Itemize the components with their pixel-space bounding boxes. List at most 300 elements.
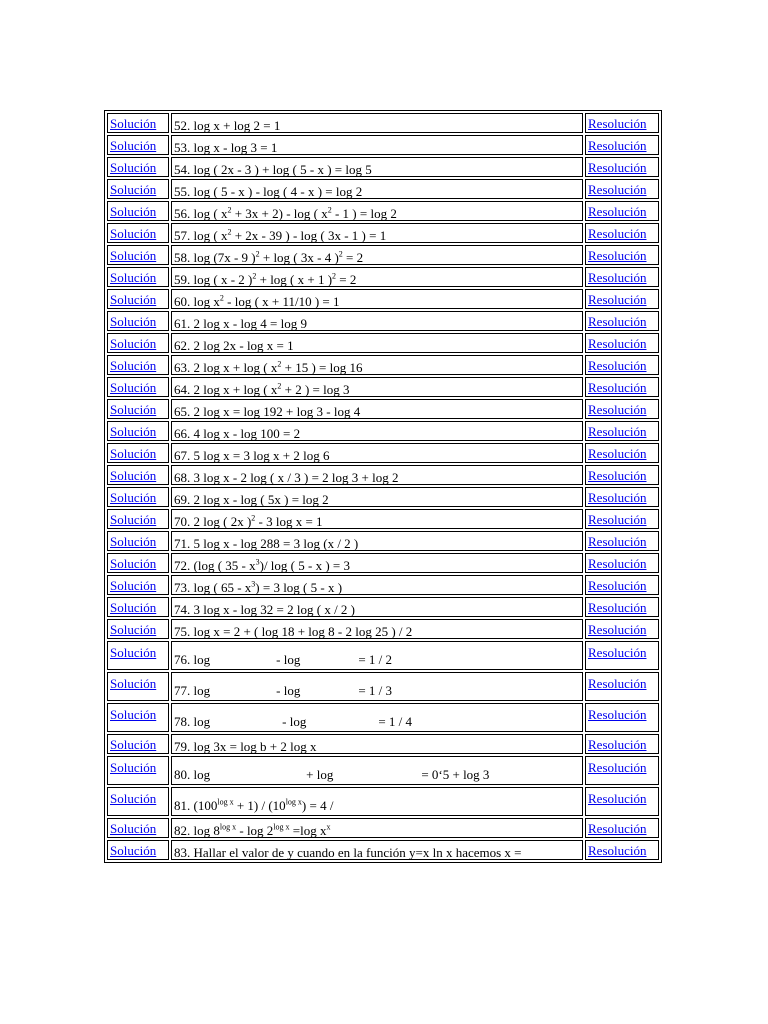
equation-text: + 2x - 39 ) - log ( 3x - 1 ) = 1: [231, 227, 387, 243]
solution-cell: [107, 818, 169, 838]
equation-text: ) = 4 /: [301, 798, 334, 813]
exercise-equation: [174, 316, 307, 331]
exercise-row: [107, 223, 659, 243]
exercise-row: [107, 641, 659, 670]
exercise-row: [107, 135, 659, 155]
resolution-link[interactable]: Resolución: [588, 621, 647, 637]
solution-cell: [107, 179, 169, 199]
exercise-row: [107, 509, 659, 529]
equation-text: - 3 log x = 1: [255, 513, 323, 529]
solution-link[interactable]: Solución: [110, 676, 157, 691]
superscript: log x: [217, 797, 234, 807]
exercise-row: [107, 840, 659, 860]
equation-text: 67. 5 log x = 3 log x + 2 log 6: [174, 447, 330, 463]
solution-link[interactable]: Solución: [110, 489, 157, 505]
resolution-link[interactable]: Resolución: [588, 159, 647, 175]
superscript: 2: [227, 205, 232, 215]
equation-text: 74. 3 log x - log 32 = 2 log ( x / 2 ): [174, 601, 356, 617]
superscript: 2: [338, 249, 343, 259]
solution-link[interactable]: Solución: [110, 423, 157, 439]
resolution-link[interactable]: Resolución: [588, 313, 647, 329]
resolution-link[interactable]: Resolución: [588, 577, 647, 593]
resolution-link[interactable]: Resolución: [588, 445, 647, 461]
resolution-link[interactable]: Resolución: [588, 357, 647, 373]
exercise-row: [107, 245, 659, 265]
equation-text: 78. log: [174, 714, 211, 729]
resolution-link[interactable]: Resolución: [588, 489, 647, 505]
exercise-row: [107, 597, 659, 617]
exercise-row: [107, 465, 659, 485]
resolution-link[interactable]: Resolución: [588, 676, 647, 691]
equation-text: = 1 / 2: [358, 652, 393, 667]
solution-cell: [107, 289, 169, 309]
solution-link[interactable]: Solución: [110, 137, 157, 153]
equation-text: + 15 ) = log 16: [281, 359, 363, 375]
exercise-equation-cell: [171, 289, 583, 309]
resolution-cell: [585, 157, 659, 177]
solution-link[interactable]: Solución: [110, 115, 157, 131]
exercise-equation: [174, 602, 355, 617]
exercise-table-body: [107, 113, 659, 860]
exercise-row: [107, 487, 659, 507]
exercise-equation: [174, 624, 412, 639]
solution-cell: [107, 421, 169, 441]
equation-text: 63. 2 log x + log ( x: [174, 359, 278, 375]
exercise-equation: [174, 228, 386, 243]
exercise-equation: [174, 272, 356, 287]
resolution-link[interactable]: Resolución: [588, 181, 647, 197]
resolution-cell: [585, 377, 659, 397]
exercise-equation-cell: [171, 487, 583, 507]
exercise-equation-cell: [171, 421, 583, 441]
exercise-equation: [174, 162, 372, 177]
resolution-cell: [585, 509, 659, 529]
resolution-cell: [585, 245, 659, 265]
superscript: 2: [219, 293, 224, 303]
exercise-equation-cell: [171, 553, 583, 573]
equation-text: 65. 2 log x = log 192 + log 3 - log 4: [174, 403, 361, 419]
exercise-equation-cell: [171, 787, 583, 816]
equation-text: + 2 ) = log 3: [281, 381, 350, 397]
exercise-equation: [174, 250, 363, 265]
superscript: 3: [255, 557, 260, 567]
exercise-equation: [174, 580, 342, 595]
exercise-row: [107, 619, 659, 639]
solution-cell: [107, 531, 169, 551]
exercise-equation: [174, 823, 331, 838]
equation-text: 57. log ( x: [174, 227, 228, 243]
solution-cell: [107, 575, 169, 595]
equation-text: 53. log x - log 3 = 1: [174, 139, 278, 155]
solution-link[interactable]: Solución: [110, 645, 157, 660]
equation-text: 73. log ( 65 - x: [174, 579, 252, 595]
solution-link[interactable]: Solución: [110, 511, 157, 527]
resolution-link[interactable]: Resolución: [588, 137, 647, 153]
exercise-row: [107, 201, 659, 221]
resolution-cell: [585, 597, 659, 617]
resolution-link[interactable]: Resolución: [588, 511, 647, 527]
exercise-equation: [174, 767, 489, 782]
solution-cell: [107, 377, 169, 397]
exercise-equation: [174, 294, 340, 309]
exercise-equation-cell: [171, 465, 583, 485]
exercise-equation: [174, 514, 323, 529]
solution-cell: [107, 619, 169, 639]
equation-text: =log x: [289, 822, 327, 838]
resolution-link[interactable]: Resolución: [588, 820, 647, 836]
solution-cell: [107, 840, 169, 860]
resolution-link[interactable]: Resolución: [588, 791, 647, 806]
exercise-equation-cell: [171, 355, 583, 375]
exercise-equation: [174, 448, 330, 463]
superscript: log x: [273, 822, 290, 832]
equation-text: 70. 2 log ( 2x ): [174, 513, 252, 529]
exercise-equation-cell: [171, 223, 583, 243]
resolution-cell: [585, 641, 659, 670]
equation-text: 69. 2 log x - log ( 5x ) = log 2: [174, 491, 329, 507]
resolution-cell: [585, 399, 659, 419]
exercise-equation-cell: [171, 267, 583, 287]
solution-link[interactable]: Solución: [110, 247, 157, 263]
exercise-equation-cell: [171, 135, 583, 155]
exercise-row: [107, 333, 659, 353]
solution-link[interactable]: Solución: [110, 621, 157, 637]
resolution-link[interactable]: Resolución: [588, 247, 647, 263]
resolution-cell: [585, 619, 659, 639]
superscript: 2: [251, 513, 256, 523]
exercise-equation-cell: [171, 377, 583, 397]
solution-cell: [107, 135, 169, 155]
exercise-equation-cell: [171, 641, 583, 670]
superscript: 2: [252, 271, 257, 281]
equation-text: 80. log: [174, 767, 211, 782]
solution-link[interactable]: Solución: [110, 401, 157, 417]
solution-cell: [107, 311, 169, 331]
exercise-equation: [174, 714, 412, 729]
solution-cell: [107, 245, 169, 265]
equation-text: = 2: [342, 249, 364, 265]
exercise-table: [104, 110, 662, 863]
solution-cell: [107, 399, 169, 419]
solution-cell: [107, 553, 169, 573]
solution-link[interactable]: Solución: [110, 291, 157, 307]
exercise-equation-cell: [171, 179, 583, 199]
exercise-equation-cell: [171, 703, 583, 732]
exercise-row: [107, 289, 659, 309]
superscript: 2: [277, 359, 282, 369]
exercise-row: [107, 355, 659, 375]
resolution-link[interactable]: Resolución: [588, 736, 647, 752]
solution-cell: [107, 703, 169, 732]
solution-cell: [107, 641, 169, 670]
resolution-link[interactable]: Resolución: [588, 467, 647, 483]
solution-link[interactable]: Solución: [110, 203, 157, 219]
solution-cell: [107, 787, 169, 816]
exercise-equation-cell: [171, 113, 583, 133]
exercise-row: [107, 787, 659, 816]
equation-text: + log ( x + 1 ): [256, 271, 333, 287]
resolution-link[interactable]: Resolución: [588, 379, 647, 395]
solution-link[interactable]: Solución: [110, 555, 157, 571]
solution-cell: [107, 267, 169, 287]
exercise-equation-cell: [171, 157, 583, 177]
equation-text: 79. log 3x = log b + 2 log x: [174, 738, 317, 754]
resolution-link[interactable]: Resolución: [588, 423, 647, 439]
equation-text: 77. log: [174, 683, 211, 698]
equation-text: 66. 4 log x - log 100 = 2: [174, 425, 301, 441]
resolution-cell: [585, 201, 659, 221]
exercise-equation: [174, 683, 392, 698]
solution-link[interactable]: Solución: [110, 467, 157, 483]
resolution-link[interactable]: Resolución: [588, 225, 647, 241]
resolution-link[interactable]: Resolución: [588, 115, 647, 131]
exercise-equation: [174, 338, 294, 353]
exercise-equation: [174, 118, 280, 133]
exercise-row: [107, 399, 659, 419]
exercise-row: [107, 179, 659, 199]
equation-text: 60. log x: [174, 293, 220, 309]
equation-text: + log: [306, 767, 334, 782]
exercise-equation: [174, 739, 317, 754]
solution-link[interactable]: Solución: [110, 269, 157, 285]
exercise-equation-cell: [171, 531, 583, 551]
equation-text: 55. log ( 5 - x ) - log ( 4 - x ) = log 2: [174, 183, 363, 199]
superscript: x: [326, 822, 331, 832]
equation-text: 61. 2 log x - log 4 = log 9: [174, 315, 307, 331]
solution-cell: [107, 597, 169, 617]
solution-cell: [107, 355, 169, 375]
exercise-equation-cell: [171, 619, 583, 639]
equation-text: 68. 3 log x - 2 log ( x / 3 ) = 2 log 3 + log 2: [174, 469, 399, 485]
resolution-link[interactable]: Resolución: [588, 760, 647, 775]
exercise-row: [107, 575, 659, 595]
exercise-equation: [174, 798, 333, 813]
solution-link[interactable]: Solución: [110, 181, 157, 197]
equation-text: 82. log 8: [174, 822, 220, 838]
solution-link[interactable]: Solución: [110, 357, 157, 373]
exercise-equation-cell: [171, 245, 583, 265]
resolution-cell: [585, 135, 659, 155]
exercise-equation: [174, 140, 277, 155]
equation-text: - 1 ) = log 2: [331, 205, 397, 221]
exercise-equation: [174, 492, 329, 507]
solution-link[interactable]: Solución: [110, 159, 157, 175]
solution-link[interactable]: Solución: [110, 820, 157, 836]
superscript: 3: [251, 579, 256, 589]
resolution-cell: [585, 333, 659, 353]
solution-cell: [107, 223, 169, 243]
exercise-row: [107, 672, 659, 701]
exercise-equation-cell: [171, 597, 583, 617]
equation-text: 76. log: [174, 652, 211, 667]
solution-link[interactable]: Solución: [110, 313, 157, 329]
solution-link[interactable]: Solución: [110, 577, 157, 593]
exercise-row: [107, 818, 659, 838]
equation-text: + 3x + 2) - log ( x: [231, 205, 328, 221]
solution-link[interactable]: Solución: [110, 760, 157, 775]
equation-text: 71. 5 log x - log 288 = 3 log (x / 2 ): [174, 535, 359, 551]
resolution-cell: [585, 575, 659, 595]
equation-text: - log 2: [236, 822, 274, 838]
resolution-cell: [585, 818, 659, 838]
superscript: 2: [227, 227, 232, 237]
resolution-link[interactable]: Resolución: [588, 401, 647, 417]
exercise-equation: [174, 404, 360, 419]
equation-text: - log: [276, 652, 301, 667]
equation-text: 64. 2 log x + log ( x: [174, 381, 278, 397]
exercise-equation: [174, 470, 398, 485]
resolution-cell: [585, 672, 659, 701]
resolution-link[interactable]: Resolución: [588, 291, 647, 307]
solution-link[interactable]: Solución: [110, 842, 157, 858]
equation-text: - log: [282, 714, 307, 729]
equation-text: )/ log ( 5 - x ) = 3: [259, 557, 350, 573]
resolution-cell: [585, 465, 659, 485]
exercise-row: [107, 531, 659, 551]
exercise-equation-cell: [171, 840, 583, 860]
resolution-cell: [585, 703, 659, 732]
exercise-row: [107, 267, 659, 287]
solution-cell: [107, 509, 169, 529]
resolution-link[interactable]: Resolución: [588, 707, 647, 722]
exercise-equation: [174, 652, 392, 667]
exercise-equation-cell: [171, 201, 583, 221]
exercise-row: [107, 311, 659, 331]
resolution-cell: [585, 840, 659, 860]
exercise-row: [107, 734, 659, 754]
equation-text: = 2: [336, 271, 357, 287]
exercise-row: [107, 756, 659, 785]
exercise-equation: [174, 382, 350, 397]
exercise-row: [107, 421, 659, 441]
exercise-row: [107, 443, 659, 463]
resolution-cell: [585, 421, 659, 441]
solution-cell: [107, 443, 169, 463]
superscript: 2: [332, 271, 337, 281]
resolution-link[interactable]: Resolución: [588, 203, 647, 219]
superscript: log x: [219, 822, 237, 832]
solution-link[interactable]: Solución: [110, 225, 157, 241]
resolution-cell: [585, 223, 659, 243]
equation-text: 72. (log ( 35 - x: [174, 557, 256, 573]
solution-cell: [107, 201, 169, 221]
exercise-equation: [174, 536, 358, 551]
equation-text: = 1 / 3: [358, 683, 393, 698]
exercise-equation-cell: [171, 333, 583, 353]
equation-text: ) = 3 log ( 5 - x ): [255, 579, 343, 595]
equation-text: 81. (100: [174, 798, 218, 813]
equation-text: - log ( x + 11/10 ) = 1: [223, 293, 340, 309]
resolution-cell: [585, 355, 659, 375]
solution-cell: [107, 672, 169, 701]
exercise-equation-cell: [171, 399, 583, 419]
superscript: 2: [255, 249, 260, 259]
resolution-cell: [585, 443, 659, 463]
exercise-row: [107, 703, 659, 732]
exercise-equation: [174, 845, 522, 860]
solution-link[interactable]: Solución: [110, 533, 157, 549]
resolution-link[interactable]: Resolución: [588, 599, 647, 615]
exercise-equation-cell: [171, 311, 583, 331]
equation-text: 75. log x = 2 + ( log 18 + log 8 - 2 log 25 ) / 2: [174, 623, 413, 639]
solution-cell: [107, 756, 169, 785]
exercise-equation-cell: [171, 509, 583, 529]
resolution-link[interactable]: Resolución: [588, 335, 647, 351]
equation-text: 54. log ( 2x - 3 ) + log ( 5 - x ) = log 5: [174, 161, 372, 177]
resolution-cell: [585, 756, 659, 785]
exercise-row: [107, 377, 659, 397]
exercise-equation-cell: [171, 818, 583, 838]
equation-text: + log ( 3x - 4 ): [259, 249, 339, 265]
equation-text: = 1 / 4: [378, 714, 413, 729]
resolution-cell: [585, 553, 659, 573]
equation-text: 58. log (7x - 9 ): [174, 249, 256, 265]
superscript: log x: [285, 797, 302, 807]
solution-cell: [107, 465, 169, 485]
resolution-cell: [585, 787, 659, 816]
superscript: 2: [277, 381, 282, 391]
exercise-row: [107, 157, 659, 177]
solution-link[interactable]: Solución: [110, 736, 157, 752]
resolution-link[interactable]: Resolución: [588, 645, 647, 660]
resolution-link[interactable]: Resolución: [588, 842, 647, 858]
solution-cell: [107, 333, 169, 353]
exercise-row: [107, 113, 659, 133]
equation-text: - log: [276, 683, 301, 698]
resolution-cell: [585, 487, 659, 507]
equation-text: = 0‘5 + log 3: [421, 767, 490, 782]
equation-text: 59. log ( x - 2 ): [174, 271, 253, 287]
resolution-link[interactable]: Resolución: [588, 533, 647, 549]
resolution-link[interactable]: Resolución: [588, 555, 647, 571]
exercise-equation: [174, 184, 362, 199]
resolution-cell: [585, 311, 659, 331]
equation-text: 83. Hallar el valor de y cuando en la función y=x ln x hacemos x =: [174, 844, 522, 860]
solution-link[interactable]: Solución: [110, 707, 157, 722]
solution-link[interactable]: Solución: [110, 335, 157, 351]
exercise-equation: [174, 558, 350, 573]
solution-cell: [107, 113, 169, 133]
equation-text: + 1) / (10: [233, 798, 286, 813]
solution-cell: [107, 734, 169, 754]
exercise-equation-cell: [171, 443, 583, 463]
solution-link[interactable]: Solución: [110, 445, 157, 461]
resolution-cell: [585, 179, 659, 199]
equation-text: 62. 2 log 2x - log x = 1: [174, 337, 294, 353]
exercise-equation: [174, 206, 397, 221]
exercise-equation-cell: [171, 672, 583, 701]
equation-text: 56. log ( x: [174, 205, 228, 221]
resolution-cell: [585, 289, 659, 309]
solution-link[interactable]: Solución: [110, 791, 157, 806]
solution-cell: [107, 157, 169, 177]
exercise-equation-cell: [171, 756, 583, 785]
equation-text: 52. log x + log 2 = 1: [174, 117, 281, 133]
solution-cell: [107, 487, 169, 507]
resolution-cell: [585, 267, 659, 287]
resolution-cell: [585, 531, 659, 551]
resolution-cell: [585, 734, 659, 754]
resolution-cell: [585, 113, 659, 133]
solution-link[interactable]: Solución: [110, 599, 157, 615]
resolution-link[interactable]: Resolución: [588, 269, 647, 285]
exercise-equation: [174, 426, 300, 441]
solution-link[interactable]: Solución: [110, 379, 157, 395]
exercise-equation: [174, 360, 363, 375]
superscript: 2: [327, 205, 332, 215]
exercise-equation-cell: [171, 575, 583, 595]
exercise-equation-cell: [171, 734, 583, 754]
